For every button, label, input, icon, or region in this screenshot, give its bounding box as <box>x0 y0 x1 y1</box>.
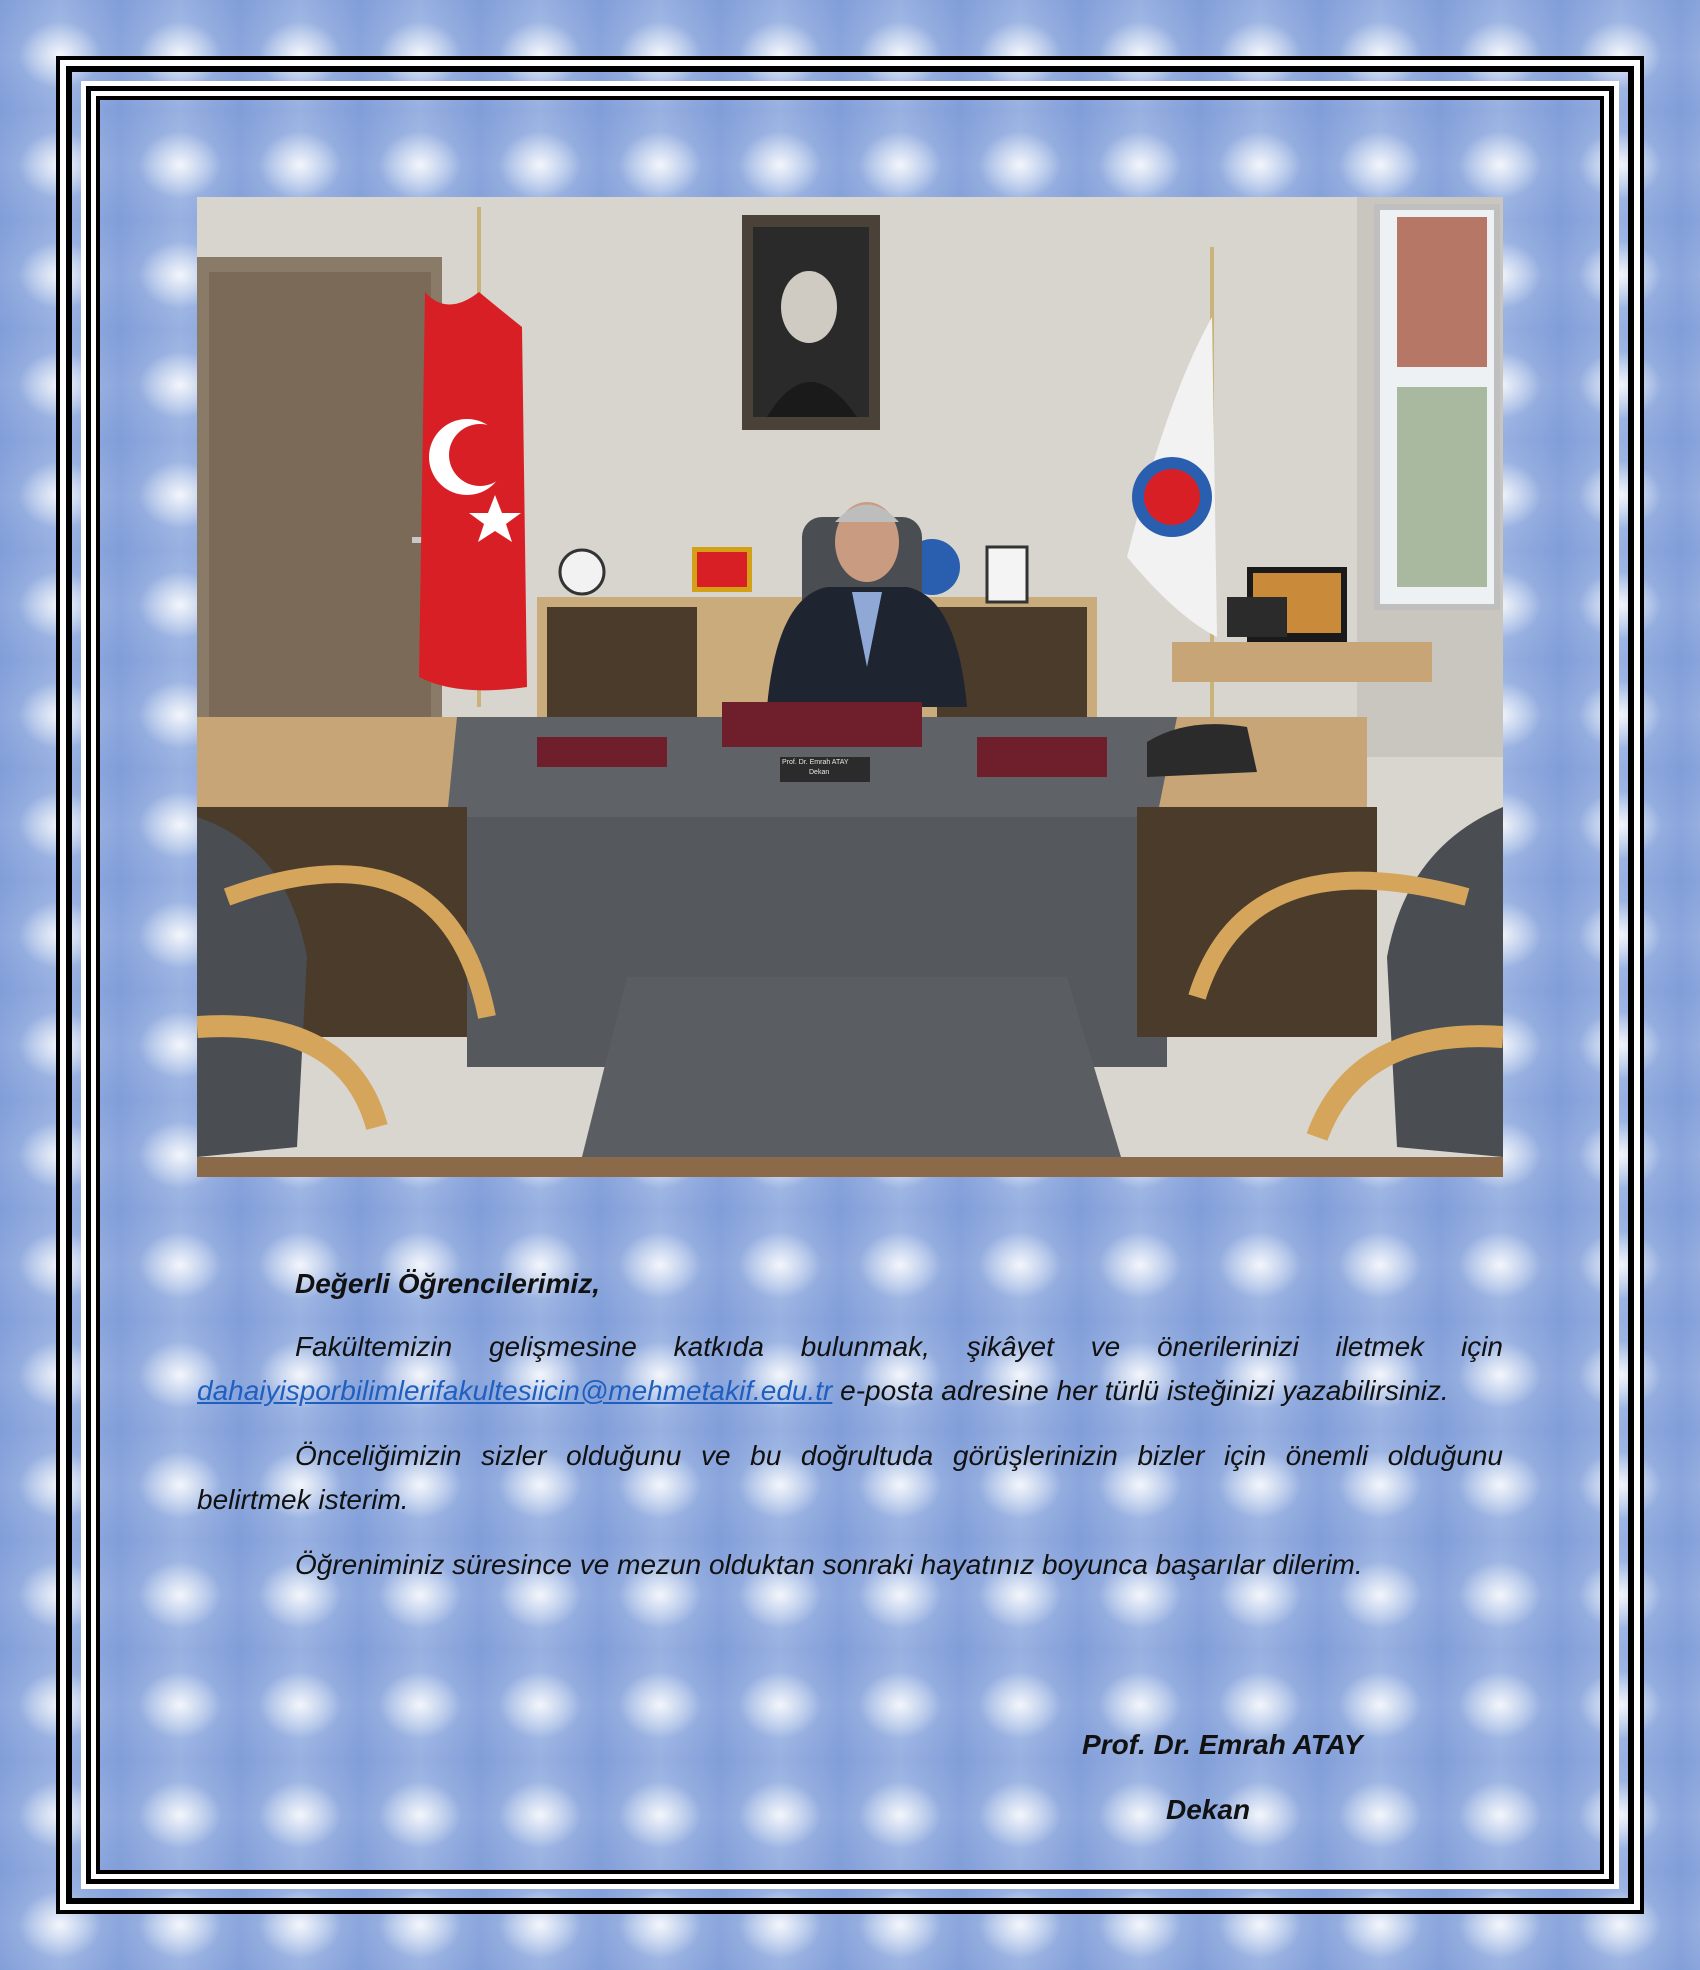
nameplate-line2: Dekan <box>809 769 830 776</box>
letter-greeting: Değerli Öğrencilerimiz, <box>295 1268 600 1299</box>
letter-body <box>197 1262 1503 1608</box>
letter-paragraph-3: Öğreniminiz süresince ve mezun olduktan sonraki hayatınız boyunca başarılar dilerim. <box>295 1549 1363 1580</box>
signature-name: Prof. Dr. Emrah ATAY <box>1082 1729 1363 1760</box>
email-link[interactable]: dahaiyisporbilimlerifakultesiicin@mehmetakif.edu.tr <box>197 1375 833 1406</box>
signature-title: Dekan <box>1166 1794 1251 1825</box>
letter-paragraph-1 <box>197 1325 1503 1413</box>
office-photo <box>197 197 1503 1177</box>
letter-paragraph-2: Önceliğimizin sizler olduğunu ve bu doğrultuda görüşlerinizin bizler için önemli olduğunu belirtmek isterim. <box>197 1440 1503 1515</box>
paragraph-1-text-before: Fakültemizin gelişmesine katkıda bulunmak, şikâyet ve önerilerinizi iletmek için <box>295 1331 1503 1362</box>
office-photo-icon <box>197 197 1503 1177</box>
paragraph-1-text-after: e-posta adresine her türlü isteğinizi yazabilirsiniz. <box>832 1375 1449 1406</box>
nameplate-line1: Prof. Dr. Emrah ATAY <box>782 759 849 766</box>
